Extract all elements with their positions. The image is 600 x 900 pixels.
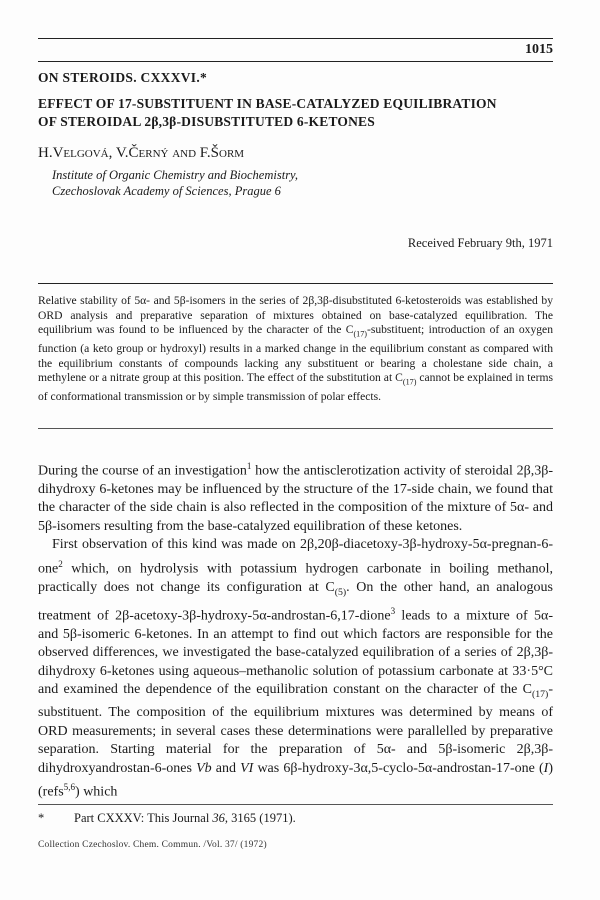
text: how the antisclerotization activity of steroidal 2β,3β-dihydroxy 6-ketones may be influenced by the structure of the 17-side chain, we found that the character of the side chain is also reflected in the composition of the mixture of 5α- and 5β-isomers resulting from the base-catalyzed equilibration of these ketones. [38,463,553,534]
journal-footer: Collection Czechoslov. Chem. Commun. /Vol. 37/ (1972) [38,840,267,850]
page-number: 1015 [525,42,553,57]
paragraph-2 [38,536,553,802]
authors: H.Velgová, V.Černý and F.Šorm [38,145,245,161]
compound-label: I [543,760,549,776]
text: was 6β-hydroxy-3α,5-cyclo-5α-androstan-17-one ( [253,760,544,776]
affiliation [38,167,567,199]
abstract-top-rule [38,283,553,284]
paragraph-1 [38,457,553,536]
abstract-text: cannot be explained in terms of conformational transmission or by simple transmission of polar effects. [38,371,553,404]
text: . On the other hand, an analogous treatment of 2β-acetoxy-3β-hydroxy-5α-androstan-6,17-dione [38,579,553,624]
body-text [38,457,553,802]
abstract-text: -substituent; introduction of an oxygen function (a keto group or hydroxyl) results in a marked change in the equilibrium constant as compared with the equilibrium constants of compounds lacking any substituent or bearing a cholestane side chain, a methylene or a nitrate group at this position. The effect of the substitution at C [38,323,553,385]
text: , 3165 (1971). [224,811,296,825]
volume-number: 36 [212,811,225,825]
header-bottom-rule [38,61,553,62]
subscript: (17) [532,689,549,701]
text: and [211,760,241,776]
affiliation-line-1: Institute of Organic Chemistry and Biochemistry, [52,168,299,182]
subscript: (17) [402,377,417,387]
reference-marker: 1 [246,461,252,471]
header-top-rule [38,38,553,39]
text: ) which [75,784,118,800]
affiliation-line-2: Czechoslovak Academy of Sciences, Prague 6 [52,184,281,198]
compound-label: Vb [196,760,212,776]
text: First observation of this kind was made on 2β,20β-diacetoxy-3β-hydroxy-5α-pregnan-6-one [38,537,553,577]
title-line-2: OF STEROIDAL 2β,3β-DISUBSTITUTED 6-KETONES [38,114,375,129]
text: During the course of an investigation [38,463,247,479]
received-date: Received February 9th, 1971 [407,236,553,250]
title-line-1: EFFECT OF 17-SUBSTITUENT IN BASE-CATALYZED EQUILIBRATION [38,96,497,111]
reference-marker: 5,6 [63,782,76,793]
subscript: (5) [334,586,347,598]
footnote [38,811,553,826]
series-heading: ON STEROIDS. CXXXVI.* [38,70,208,85]
subscript: (17) [353,329,367,339]
footnote-rule [38,804,553,805]
text: -substituent. The composition of the equilibrium mixtures was determined by means of ORD measurements; in several cases these determinations were parallelled by preparative separation. Starting material for the preparation of 5α- and 5β-isomeric 2β,3β-dihydroxyandrostan-6-ones [38,682,553,776]
text: leads to a mixture of 5α- and 5β-isomeric 6-ketones. In an attempt to find out which factors are responsible for the observed differences, we investigated the base-catalyzed equilibration of a series of 2β,3β-dihydroxy 6-ketones using aqueous–methanolic solution of potassium carbonate at 33·5°C and examined the dependence of the equilibration constant on the character of the C [38,608,554,698]
abstract-text: Relative stability of 5α- and 5β-isomers in the series of 2β,3β-disubstituted 6-ketosteroids was established by ORD analysis and preparative separation of mixtures obtained on base-catalyzed equilibration. The equilibrium was found to be influenced by the character of the C [38,294,553,337]
reference-marker: 2 [58,558,63,569]
text: which, on hydrolysis with potassium hydrogen carbonate in boiling methanol, practically does not change its configuration at C [38,561,553,595]
abstract [38,294,553,405]
text: Part CXXXV: This Journal [74,811,213,825]
reference-marker: 3 [390,605,396,616]
text: ) (refs [38,760,554,800]
footnote-marker: * [38,811,45,825]
compound-label: VI [240,760,254,776]
abstract-bottom-rule [38,428,553,429]
article-title [38,95,553,131]
